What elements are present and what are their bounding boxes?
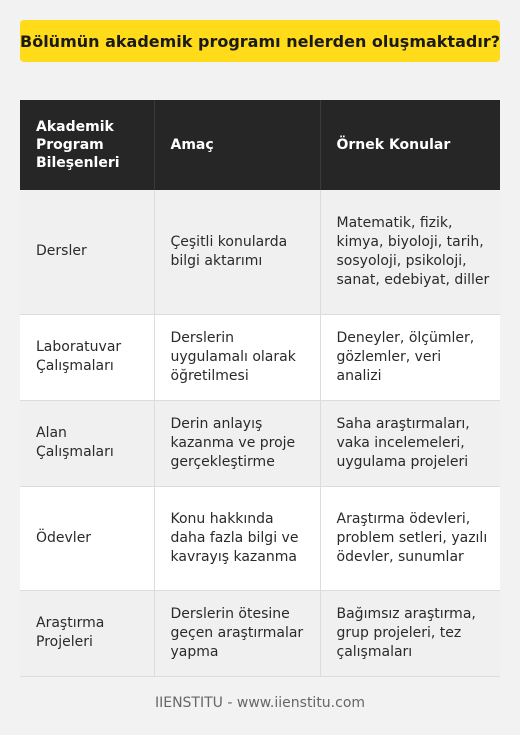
column-header-components: Akademik Program Bileşenleri: [20, 100, 154, 190]
table-cell: Laboratuvar Çalışmaları: [20, 314, 154, 400]
column-header-purpose: Amaç: [154, 100, 320, 190]
table-cell: Saha araştırmaları, vaka incelemeleri, uygulama projeleri: [320, 400, 500, 486]
table-cell: Bağımsız araştırma, grup projeleri, tez çalışmaları: [320, 590, 500, 676]
table-cell: Araştırma Projeleri: [20, 590, 154, 676]
column-header-topics: Örnek Konular: [320, 100, 500, 190]
table-cell: Matematik, fizik, kimya, biyoloji, tarih, sosyoloji, psikoloji, sanat, edebiyat, diller: [320, 190, 500, 314]
table-cell: Derslerin uygulamalı olarak öğretilmesi: [154, 314, 320, 400]
table-cell: Deneyler, ölçümler, gözlemler, veri analizi: [320, 314, 500, 400]
table-header-row: [20, 100, 500, 190]
program-table: [20, 100, 500, 677]
table-row: [20, 190, 500, 314]
table-row: [20, 314, 500, 400]
table-cell: Araştırma ödevleri, problem setleri, yazılı ödevler, sunumlar: [320, 486, 500, 590]
table-cell: Konu hakkında daha fazla bilgi ve kavrayış kazanma: [154, 486, 320, 590]
table-cell: Derin anlayış kazanma ve proje gerçekleştirme: [154, 400, 320, 486]
table-cell: Ödevler: [20, 486, 154, 590]
page-title: Bölümün akademik programı nelerden oluşmaktadır?: [20, 31, 500, 51]
table-cell: Derslerin ötesine geçen araştırmalar yapma: [154, 590, 320, 676]
page-title-banner: [20, 20, 500, 62]
table-row: [20, 400, 500, 486]
table-cell: Çeşitli konularda bilgi aktarımı: [154, 190, 320, 314]
table-cell: Dersler: [20, 190, 154, 314]
table-row: [20, 590, 500, 676]
table-row: [20, 486, 500, 590]
footer-credit: IIENSTITU - www.iienstitu.com: [154, 695, 366, 711]
table-cell: Alan Çalışmaları: [20, 400, 154, 486]
